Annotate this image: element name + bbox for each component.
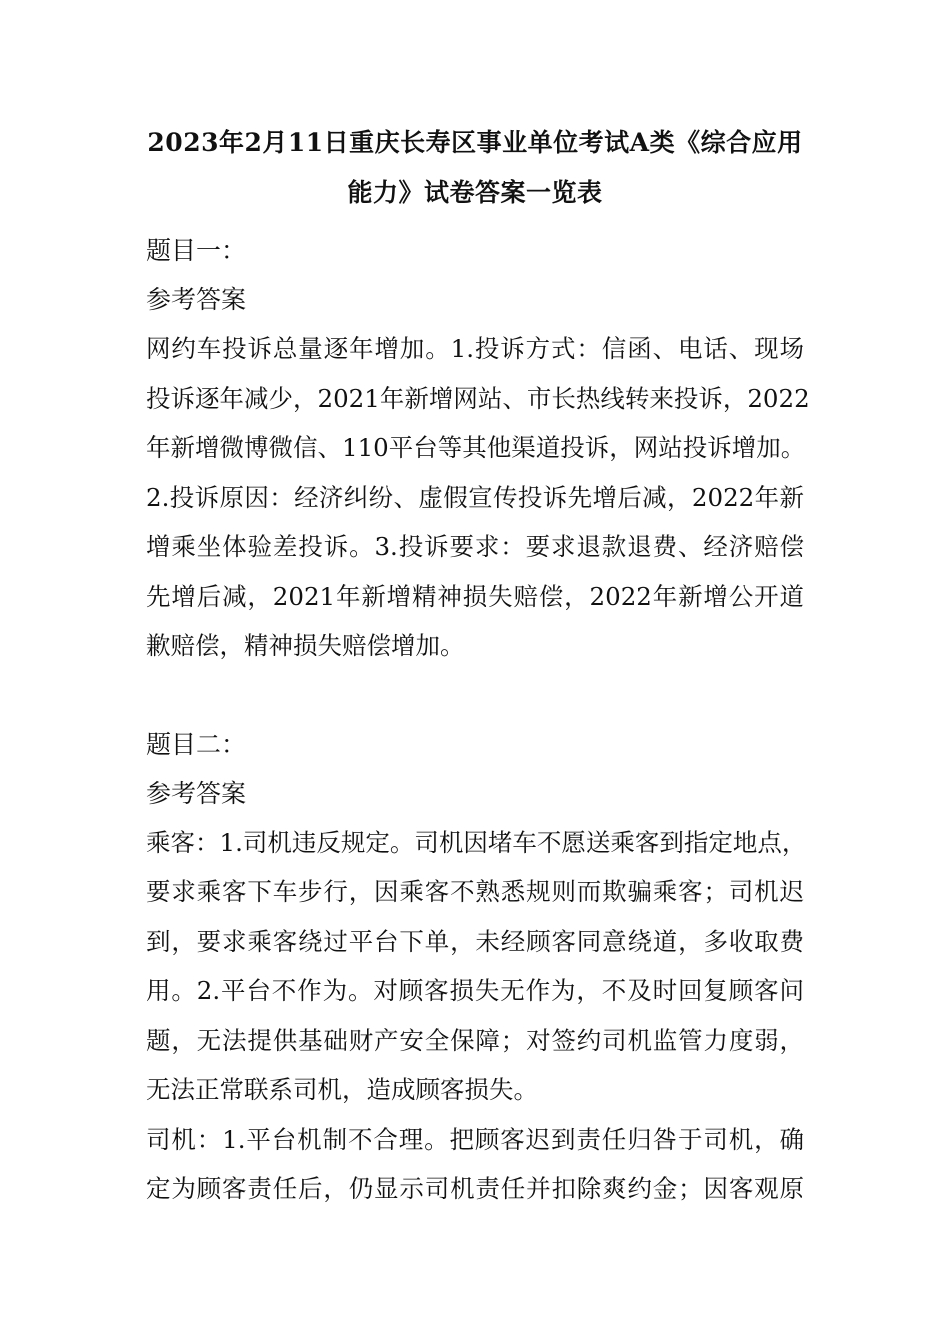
question-2-answer-paragraph-drivers <box>146 1115 804 1214</box>
text-line: 网约车投诉总量逐年增加。1.投诉方式：信函、电话、现场 <box>146 334 804 363</box>
text-line: 先增后减，2021年新增精神损失赔偿，2022年新增公开道 <box>146 581 804 611</box>
section-question-2 <box>146 720 807 1214</box>
title-line-2: 能力》试卷答案一览表 <box>347 178 603 207</box>
text-line: 司机：1.平台机制不合理。把顾客迟到责任归咎于司机，确 <box>146 1124 804 1154</box>
question-1-answer-paragraph <box>146 324 810 671</box>
text-line: 增乘坐体验差投诉。3.投诉要求：要求退款退费、经济赔偿 <box>146 532 804 561</box>
section-gap <box>146 671 804 720</box>
document-title <box>146 118 804 218</box>
text-line: 投诉逐年减少，2021年新增网站、市长热线转来投诉，2022 <box>146 383 810 413</box>
text-line: 到，要求乘客绕过平台下单，未经顾客同意绕道，多收取费 <box>146 926 804 956</box>
text-line: 要求乘客下车步行，因乘客不熟悉规则而欺骗乘客；司机迟 <box>146 877 804 906</box>
title-line-1: 2023年2月11日重庆长寿区事业单位考试A类《综合应用 <box>147 128 803 157</box>
text-line: 无法正常联系司机，造成顾客损失。 <box>146 1075 538 1104</box>
text-line: 年新增微博微信、110平台等其他渠道投诉，网站投诉增加。 <box>146 433 806 462</box>
text-line: 乘客：1.司机违反规定。司机因堵车不愿送乘客到指定地点， <box>146 827 807 857</box>
question-2-answer-paragraph-passengers <box>146 818 807 1115</box>
section-question-1 <box>146 226 810 671</box>
text-line: 歉赔偿，精神损失赔偿增加。 <box>146 631 465 660</box>
question-1-label: 题目一： <box>146 236 247 265</box>
text-line: 定为顾客责任后，仍显示司机责任并扣除爽约金；因客观原 <box>146 1174 804 1203</box>
question-2-label: 题目二： <box>146 729 247 759</box>
text-line: 2.投诉原因：经济纠纷、虚假宣传投诉先增后减，2022年新 <box>146 482 804 512</box>
question-1-answer-label: 参考答案 <box>146 285 247 314</box>
question-2-answer-label: 参考答案 <box>146 778 247 808</box>
text-line: 用。2.平台不作为。对顾客损失无作为，不及时回复顾客问 <box>146 976 804 1005</box>
text-line: 题，无法提供基础财产安全保障；对签约司机监管力度弱， <box>146 1025 804 1055</box>
